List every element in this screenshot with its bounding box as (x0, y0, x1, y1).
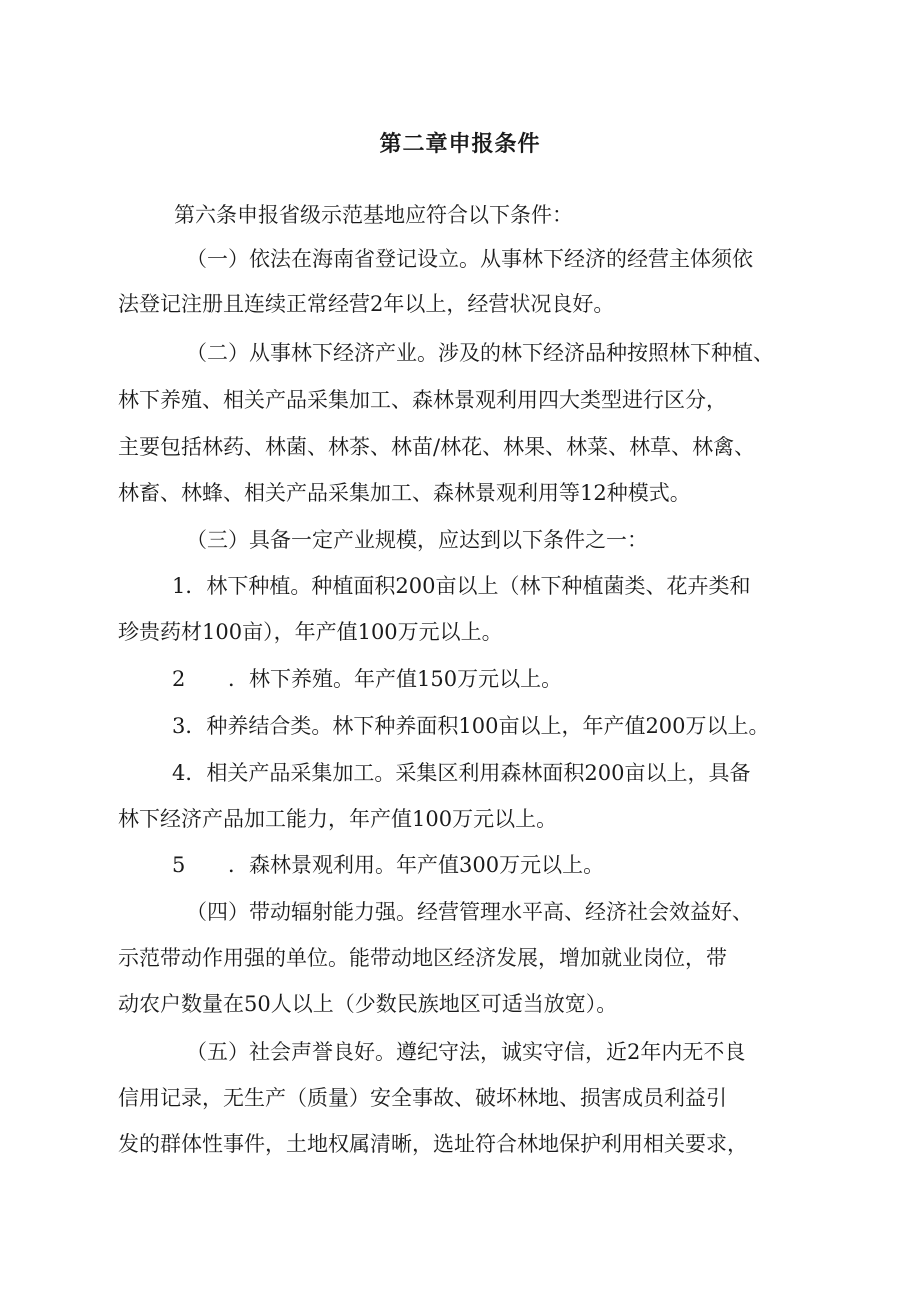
paragraph-line: ．林下养殖。年产值150万元以上。 (228, 667, 563, 691)
paragraph-line: 第六条申报省级示范基地应符合以下条件： (174, 203, 573, 227)
paragraph-line: 林畜、林蜂、相关产品采集加工、森林景观利用等12种模式。 (118, 481, 691, 505)
paragraph-line: （四）带动辐射能力强。经营管理水平高、经济社会效益好、 (186, 900, 753, 924)
paragraph-line: （五）社会声誉良好。遵纪守法，诚实守信，近2年内无不良 (186, 1040, 746, 1064)
paragraph-line: 珍贵药材100亩），年产值100万元以上。 (118, 620, 503, 644)
paragraph-line: 发的群体性事件，土地权属清晰，选址符合林地保护利用相关要求， (118, 1132, 748, 1156)
paragraph-line: （三）具备一定产业规模，应达到以下条件之一： (186, 528, 648, 552)
list-number: 2 (172, 667, 186, 691)
paragraph-line: （一）依法在海南省登记设立。从事林下经济的经营主体须依 (186, 247, 753, 271)
paragraph-line: 主要包括林药、林菌、林茶、林苗/林花、林果、林菜、林草、林禽、 (118, 435, 756, 459)
paragraph-line: 4．相关产品采集加工。采集区利用森林面积200亩以上，具备 (172, 761, 751, 785)
paragraph-line: 林下养殖、相关产品采集加工、森林景观利用四大类型进行区分， (118, 388, 727, 412)
paragraph-line: （二）从事林下经济产业。涉及的林下经济品种按照林下种植、 (186, 341, 774, 365)
paragraph-line: 1．林下种植。种植面积200亩以上（林下种植菌类、花卉类和 (172, 574, 751, 598)
paragraph-line: 3．种养结合类。林下种养面积100亩以上，年产值200万以上。 (172, 714, 770, 738)
paragraph-line: 林下经济产品加工能力，年产值100万元以上。 (118, 807, 558, 831)
chapter-title: 第二章申报条件 (379, 131, 541, 157)
paragraph-line: 信用记录，无生产（质量）安全事故、破坏林地、损害成员利益引 (118, 1086, 727, 1110)
paragraph-line: 示范带动作用强的单位。能带动地区经济发展，增加就业岗位，带 (118, 946, 727, 970)
list-number: 5 (172, 853, 186, 877)
paragraph-line: 动农户数量在50人以上（少数民族地区可适当放宽）。 (118, 992, 618, 1016)
paragraph-line: 法登记注册且连续正常经营2年以上，经营状况良好。 (118, 292, 615, 316)
paragraph-line: ．森林景观利用。年产值300万元以上。 (228, 853, 605, 877)
